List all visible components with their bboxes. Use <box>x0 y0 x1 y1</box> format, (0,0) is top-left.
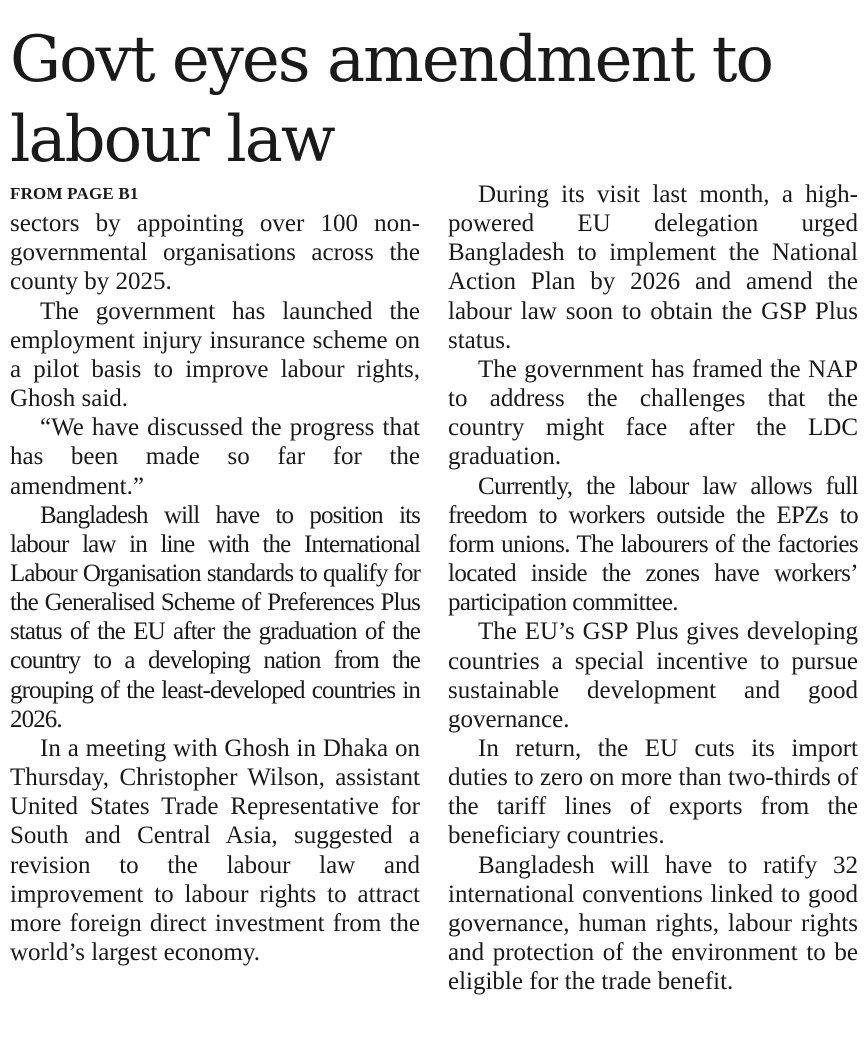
paragraph: The EU’s GSP Plus gives developing countries a special incentive to pursue sustainable development and good governance. <box>448 618 858 733</box>
paragraph: The government has launched the employment injury insurance scheme on a pilot basis to improve labour rights, Ghosh said. <box>10 297 420 413</box>
headline: Govt eyes amendment to labour law <box>10 23 772 177</box>
paragraph: Currently, the labour law allows full freedom to workers outside the EPZs to form unions. The labourers of the factories located inside the zones have workers’ participation committee. <box>448 472 858 617</box>
paragraph: In return, the EU cuts its import duties to zero on more than two-thirds of the tariff lines of exports from the beneficiary countries. <box>448 734 858 850</box>
left-column <box>10 180 420 967</box>
paragraph: Bangladesh will have to ratify 32 international conventions linked to good governance, human rights, labour rights and protection of the environment to be eligible for the trade benefit. <box>448 851 858 996</box>
paragraph: The government has framed the NAP to address the challenges that the country might face after the LDC graduation. <box>448 355 858 471</box>
paragraph: Bangladesh will have to position its labour law in line with the International Labour Organisation standards to qualify for the Generalised Scheme of Preferences Plus status of the EU after the graduation of the country to a developing nation from the grouping of the least-developed countries in 2026. <box>10 501 420 733</box>
paragraph: sectors by appointing over 100 non-governmental organisations across the county by 2025. <box>10 210 420 296</box>
paragraph: During its visit last month, a high-powered EU delegation urged Bangladesh to implement the National Action Plan by 2026 and amend the labour law soon to obtain the GSP Plus status. <box>448 181 858 354</box>
right-column <box>448 180 858 996</box>
paragraph: In a meeting with Ghosh in Dhaka on Thursday, Christopher Wilson, assistant United States Trade Representative for South and Central Asia, suggested a revision to the labour law and improvement to labour rights to attract more foreign direct investment from the world’s largest economy. <box>10 734 420 967</box>
continuation-kicker: FROM PAGE B1 <box>10 184 139 203</box>
paragraph: “We have discussed the progress that has been made so far for the amendment.” <box>10 414 420 500</box>
